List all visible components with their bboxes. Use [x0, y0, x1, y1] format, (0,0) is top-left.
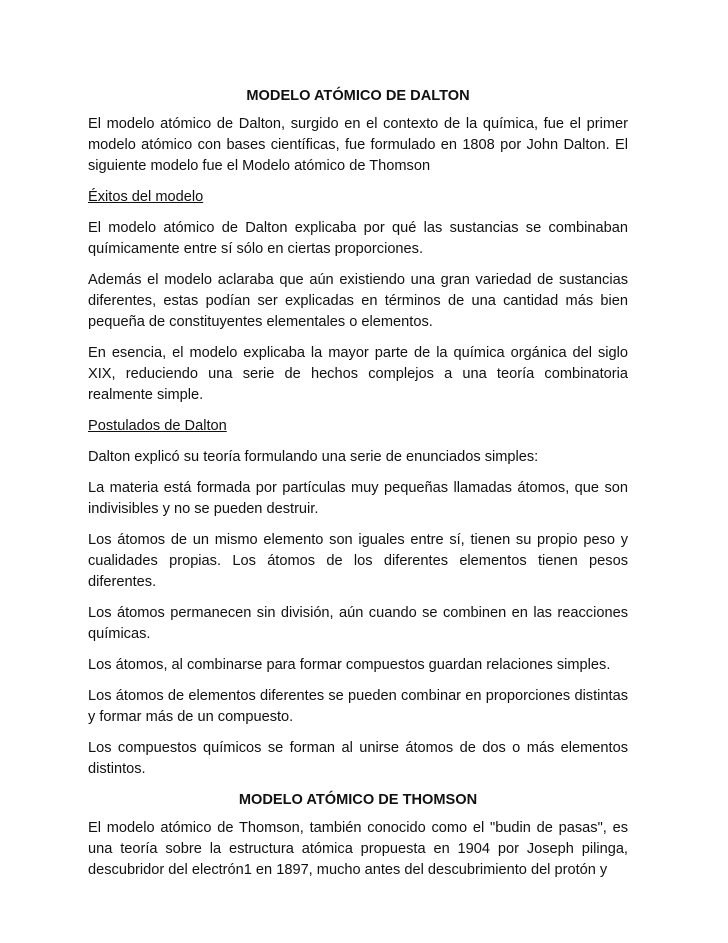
exitos-heading: Éxitos del modelo [88, 189, 204, 205]
postulado-3: Los átomos permanecen sin división, aún cuando se combinen en las reacciones químicas. [88, 605, 628, 642]
exitos-paragraph-2: Además el modelo aclaraba que aún existiendo una gran variedad de sustancias diferentes, estas podían ser explicadas en términos de una cantidad más bien pequeña de constituyentes elementales o elementos. [88, 272, 628, 330]
postulados-intro: Dalton explicó su teoría formulando una serie de enunciados simples: [88, 449, 539, 465]
postulado-4: Los átomos, al combinarse para formar compuestos guardan relaciones simples. [88, 657, 611, 673]
postulado-6: Los compuestos químicos se forman al unirse átomos de dos o más elementos distintos. [88, 740, 628, 777]
intro-paragraph: El modelo atómico de Dalton, surgido en el contexto de la química, fue el primer modelo atómico con bases científicas, fue formulado en 1808 por John Dalton. El siguiente modelo fue el Modelo atómico de Thomson [88, 116, 628, 174]
postulado-1: La materia está formada por partículas muy pequeñas llamadas átomos, que son indivisibles y no se pueden destruir. [88, 480, 628, 517]
title-dalton: MODELO ATÓMICO DE DALTON [246, 88, 470, 104]
postulados-heading: Postulados de Dalton [88, 418, 227, 434]
thomson-paragraph-1: El modelo atómico de Thomson, también conocido como el "budin de pasas", es una teoría sobre la estructura atómica propuesta en 1904 por Joseph pilinga, descubridor del electrón1 en 1897, mucho antes del descubrimiento del protón y [88, 820, 628, 878]
exitos-paragraph-1: El modelo atómico de Dalton explicaba por qué las sustancias se combinaban químicamente entre sí sólo en ciertas proporciones. [88, 220, 628, 257]
postulado-2: Los átomos de un mismo elemento son iguales entre sí, tienen su propio peso y cualidades propias. Los átomos de los diferentes elementos tienen pesos diferentes. [88, 532, 628, 590]
title-thomson: MODELO ATÓMICO DE THOMSON [238, 792, 478, 808]
exitos-paragraph-3: En esencia, el modelo explicaba la mayor parte de la química orgánica del siglo XIX, reduciendo una serie de hechos complejos a una teoría combinatoria realmente simple. [88, 345, 628, 403]
postulado-5: Los átomos de elementos diferentes se pueden combinar en proporciones distintas y formar más de un compuesto. [88, 688, 628, 725]
document-page [88, 86, 628, 891]
